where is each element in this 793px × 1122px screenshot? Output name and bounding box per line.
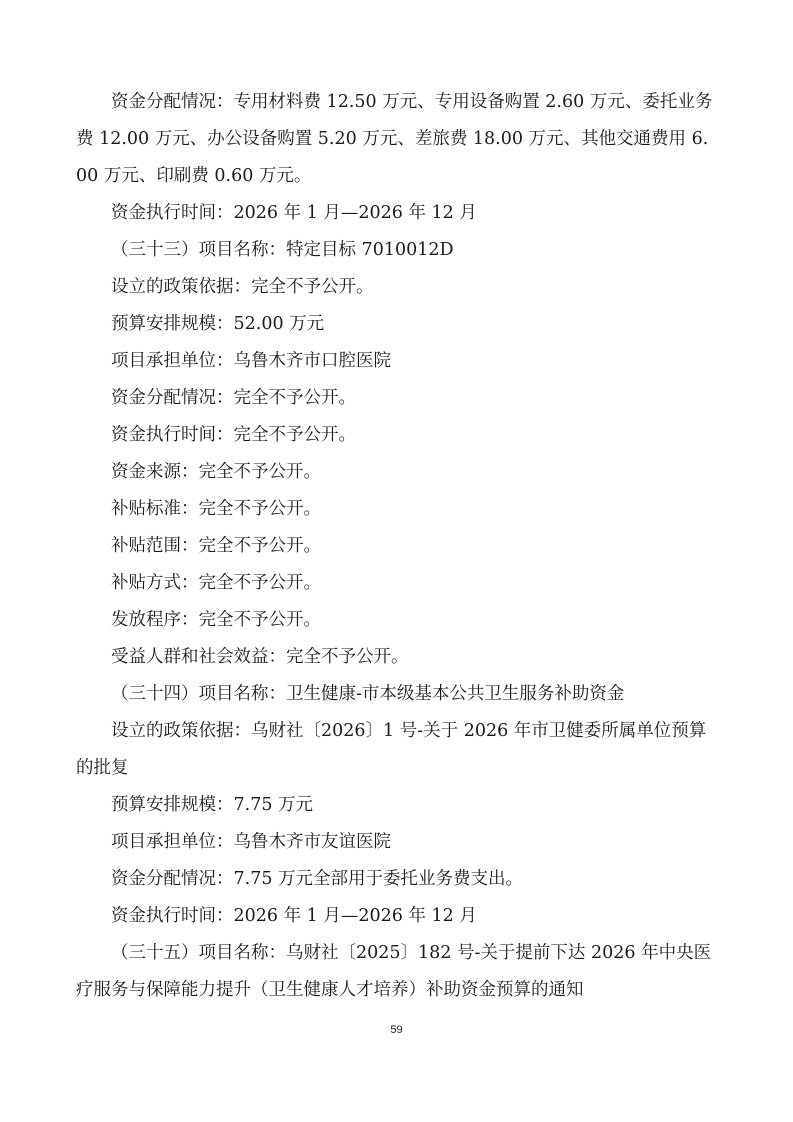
paragraph-subsidy-scope: 补贴范围：完全不予公开。 — [111, 536, 321, 556]
paragraph-undertaking-unit: 项目承担单位：乌鲁木齐市口腔医院 — [111, 351, 391, 371]
paragraph-beneficiaries: 受益人群和社会效益：完全不予公开。 — [111, 647, 409, 667]
paragraph-execution-time: 资金执行时间：2026 年 1 月—2026 年 12 月 — [111, 906, 477, 926]
paragraph-fund-source: 资金来源：完全不予公开。 — [111, 462, 321, 482]
document-body — [76, 84, 716, 1009]
paragraph-execution-time: 资金执行时间：2026 年 1 月—2026 年 12 月 — [111, 203, 477, 223]
paragraph-fund-allocation: 资金分配情况：完全不予公开。 — [111, 388, 356, 408]
paragraph-subsidy-method: 补贴方式：完全不予公开。 — [111, 573, 321, 593]
paragraph-policy-basis: 设立的政策依据：乌财社〔2026〕1 号-关于 2026 年市卫健委所属单位预算的批复 — [76, 721, 707, 778]
paragraph-project-33-title: （三十三）项目名称：特定目标 7010012D — [111, 240, 454, 260]
paragraph-budget-scale: 预算安排规模：52.00 万元 — [111, 314, 325, 334]
paragraph-distribution-procedure: 发放程序：完全不予公开。 — [111, 610, 321, 630]
paragraph-subsidy-standard: 补贴标准：完全不予公开。 — [111, 499, 321, 519]
paragraph-budget-scale: 预算安排规模：7.75 万元 — [111, 795, 314, 815]
paragraph-undertaking-unit: 项目承担单位：乌鲁木齐市友谊医院 — [111, 832, 391, 852]
paragraph-execution-time: 资金执行时间：完全不予公开。 — [111, 425, 356, 445]
paragraph-fund-allocation-detail: 资金分配情况：专用材料费 12.50 万元、专用设备购置 2.60 万元、委托业务费 12.00 万元、办公设备购置 5.20 万元、差旅费 18.00 万元、其他交通费用 6.00 万元、印刷费 0.60 万元。 — [76, 92, 713, 186]
paragraph-project-34-title: （三十四）项目名称：卫生健康-市本级基本公共卫生服务补助资金 — [111, 684, 625, 704]
page-number: 59 — [390, 1024, 403, 1036]
paragraph-fund-allocation: 资金分配情况：7.75 万元全部用于委托业务费支出。 — [111, 869, 524, 889]
paragraph-policy-basis: 设立的政策依据：完全不予公开。 — [111, 277, 374, 297]
paragraph-project-35-title: （三十五）项目名称：乌财社〔2025〕182 号-关于提前下达 2026 年中央医疗服务与保障能力提升（卫生健康人才培养）补助资金预算的通知 — [76, 943, 712, 1000]
